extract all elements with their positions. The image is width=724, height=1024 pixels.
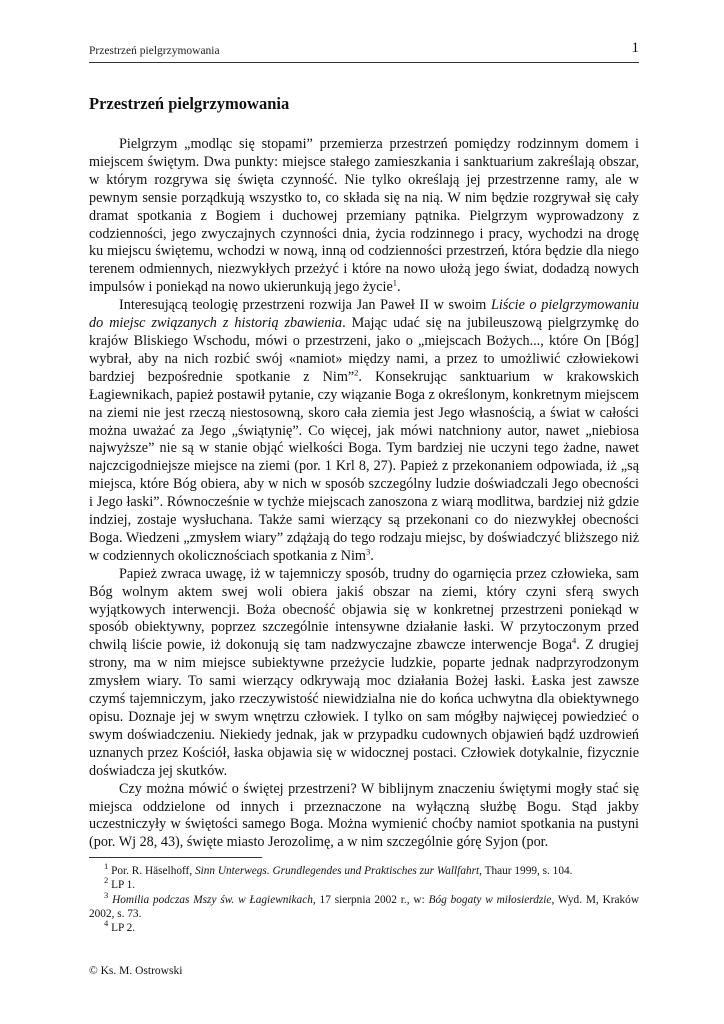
paragraph: Interesującą teologię przestrzeni rozwija Jan Paweł II w swoim Liście o pielgrzymowaniu do miejsc związanych z historią zbawienia. Mając udać się na jubileuszową pielgrzymkę do krajów Bliskiego Wschodu, mówi o przestrzeni, jako o „miejscach Bożych..., które On [Bóg] wybrał, aby na nich rozbić swój «namiot» między nami, a przez to umożliwić człowiekowi bardziej bezpośrednie spotkanie z Nim”$^2$. Konsekrując sanktuarium w krakowskich Łagiewnikach, papież postawił pytanie, czy wiązanie Boga z określonym, konkretnym miejscem na ziemi nie jest rzeczą niestosowną, skoro cała ziemia jest Jego własnością, a świat w całości można uważać za Jego „świątynię”. Co więcej, jak mówi natchniony autor, nawet „niebiosa najwyższe” nie są w stanie objąć wielkości Boga. Tym bardziej nie uczyni tego żadne, nawet najczcigodniejsze miejsce na ziemi (por. 1 Krl 8, 27). Papież z przekonaniem odpowiada, iż „są miejsca, które Bóg obiera, aby w nich w sposób szczególny ludzie doświadczali Jego obecności i Jego łaski”. Równocześnie w tychże miejscach zanoszona z wiarą modlitwa, bardziej niż gdzie indziej, zostaje wysłuchana. Także sami wierzący są przekonani co do niezwykłej obecności Boga. Wiedzeni „zmysłem wiary” zdążają do tego rodzaju miejsc, by doświadczyć bliższego niż w codziennych okolicznościach spotkania z Nim$^3$.: [89, 297, 640, 564]
footnote-divider: [89, 857, 262, 858]
footer-author: © Ks. M. Ostrowski: [89, 965, 183, 977]
article-body: [89, 136, 639, 852]
page-number: 1: [631, 40, 639, 56]
header-divider: [89, 62, 639, 63]
paragraph: Czy można mówić o świętej przestrzeni? W biblijnym znaczeniu świętymi mogły stać się miejsca oddzielone od innych i przeznaczone na wyłączną służbę Bogu. Stąd jakby uczestniczyły w świętości samego Boga. Można wymienić choćby namiot spotkania na pustyni (por. Wj 28, 43), święte miasto Jerozolimę, a w nim szczególnie górę Syjon (por.: [89, 780, 639, 851]
paragraph: Papież zwraca uwagę, iż w tajemniczy sposób, trudny do ogarnięcia przez człowieka, sam Bóg wolnym aktem swej woli obiera jakiś obszar na ziemi, który czyni sferą swych wyjątkowych interwencji. Boża obecność objawia się w konkretnej przestrzeni poniekąd w sposób obiektywny, poprzez szczególnie intensywne działanie łaski. W przytoczonym przed chwilą liście powie, iż dokonują się tam nadzwyczajne zbawcze interwencje Boga$^4$. Z drugiej strony, ma w nim miejsce subiektywne przeżycie ludzkie, poparte jednak nadprzyrodzonym zmysłem wiary. To sami wierzący odkrywają moc działania Bożej łaski. Łaska jest zawsze czymś tajemniczym, jako rzeczywistość niewidzialna nie do końca uchwytna dla obiektywnego opisu. Doznaje jej w swym wnętrzu człowiek. I tylko on sam mógłby najwięcej powiedzieć o swym doświadczeniu. Niekiedy jednak, jak w przypadku cudownych objawień bądź uzdrowień uznanych przez Kościół, łaska objawia się w widocznej postaci. Człowiek dotykalnie, fizycznie doświadcza jej skutków.: [89, 565, 639, 779]
footnote-ref[interactable]: 2: [354, 367, 359, 378]
footnote: $^3$ Homilia podczas Mszy św. w Łagiewnikach, 17 sierpnia 2002 r., w: Bóg bogaty w miłosierdzie, Wyd. M, Kraków 2002, s. 73.: [89, 889, 639, 920]
article-title: Przestrzeń pielgrzymowania: [89, 94, 290, 113]
footnote: $^1$ Por. R. Häselhoff, Sinn Unterwegs. Grundlegendes und Praktisches zur Wallfahrt, Thaur 1999, s. 104.: [104, 861, 573, 877]
footnote-ref[interactable]: 3: [365, 546, 371, 557]
footnote-ref[interactable]: 4: [572, 635, 577, 646]
footnote: $^4$ LP 2.: [104, 918, 136, 935]
footnote: $^2$ LP 1.: [104, 875, 136, 892]
footnote-ref[interactable]: 1: [392, 277, 398, 288]
running-header: Przestrzeń pielgrzymowania: [89, 45, 220, 57]
footnotes: [89, 861, 639, 935]
paragraph: Pielgrzym „modląc się stopami” przemierza przestrzeń pomiędzy rodzinnym domem i miejscem świętym. Dwa punkty: miejsce stałego zamieszkania i sanktuarium zakreślają obszar, w którym rozgrywa się święta czynność. Nie tylko określają jej przestrzenne ramy, ale w pewnym sensie porządkują wszystko to, co składa się na nią. W nim będzie rozgrywał się cały dramat spotkania z Bogiem i duchowej przemiany pątnika. Pielgrzym wyprowadzony z codzienności, jego zwyczajnych czynności dnia, życia rodzinnego i pracy, wychodzi na drogę ku miejscu świętemu, wchodzi w nową, inną od codzienności przestrzeń, która będzie dla niego terenem odmiennych, niezwykłych przeżyć i które na nowo ułożą jego świat, dodadzą nowych impulsów i poniekąd na nowo ukierunkują jego życie$^1$.: [89, 136, 639, 296]
